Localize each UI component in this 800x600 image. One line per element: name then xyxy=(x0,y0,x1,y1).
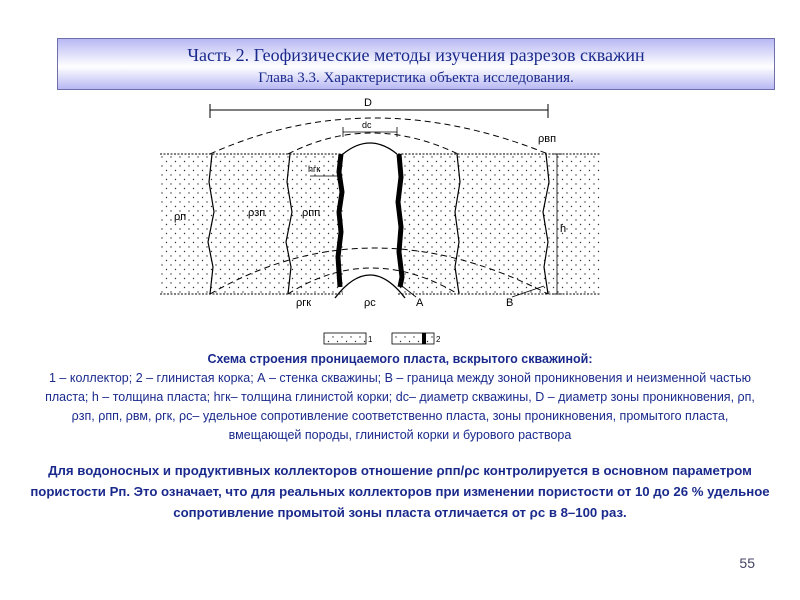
caption-text: 1 – коллектор; 2 – глинистая корка; А – стенка скважины; В – граница между зоной проникновения и неизменной частью пласта; h – толщина пласта; hгк– толщина глинистой корки; dc– диаметр скважины, D – диаметр зоны проникновения, ρп, ρзп, ρпп, ρвм, ρгк, ρс– удельное сопротивление соответственно пласта, зоны проникновения, промытого пласта, вмещающей породы, глинистой корки и бурового раствора xyxy=(45,371,755,442)
legend-label-1: 1 xyxy=(368,335,373,344)
label-rho-vp: ρвп xyxy=(538,133,557,145)
body-paragraph: Для водоносных и продуктивных коллекторов отношение ρпп/ρс контролируется в основном параметром пористости Рп. Это означает, что для реальных коллекторов при изменении пористости от 10 до 26 % удельное сопротивление промытой зоны пласта отличается от ρс в 8–100 раз. xyxy=(30,463,770,520)
label-rho-zp: ρзп xyxy=(248,207,266,219)
label-B: B xyxy=(506,297,514,309)
figure-caption xyxy=(40,350,760,445)
label-rho-pp: ρпп xyxy=(302,207,321,219)
legend-swatch-mud-cake xyxy=(392,333,434,344)
label-rho-gk: ρгк xyxy=(296,297,312,309)
legend-mud-cake-bar xyxy=(422,333,426,344)
label-h-gk: hгк xyxy=(308,164,321,174)
label-D: D xyxy=(364,97,372,109)
borehole-diagram xyxy=(160,92,600,348)
borehole-top-arc xyxy=(343,143,397,154)
legend-swatch-reservoir xyxy=(324,333,366,344)
page-number: 55 xyxy=(739,555,755,571)
label-A: A xyxy=(416,297,424,309)
slide-subtitle: Глава 3.3. Характеристика объекта исследования. xyxy=(258,70,574,86)
slide-header xyxy=(57,38,775,90)
label-h: h xyxy=(560,223,567,235)
label-dc: dc xyxy=(362,120,372,130)
caption-title: Схема строения проницаемого пласта, вскрытого скважиной: xyxy=(207,352,593,366)
legend-label-2: 2 xyxy=(436,335,441,344)
label-rho-c: ρс xyxy=(364,297,376,309)
mud-cake-right xyxy=(398,154,402,287)
label-rho-p: ρп xyxy=(174,211,187,223)
slide-title: Часть 2. Геофизические методы изучения разрезов скважин xyxy=(187,45,645,65)
